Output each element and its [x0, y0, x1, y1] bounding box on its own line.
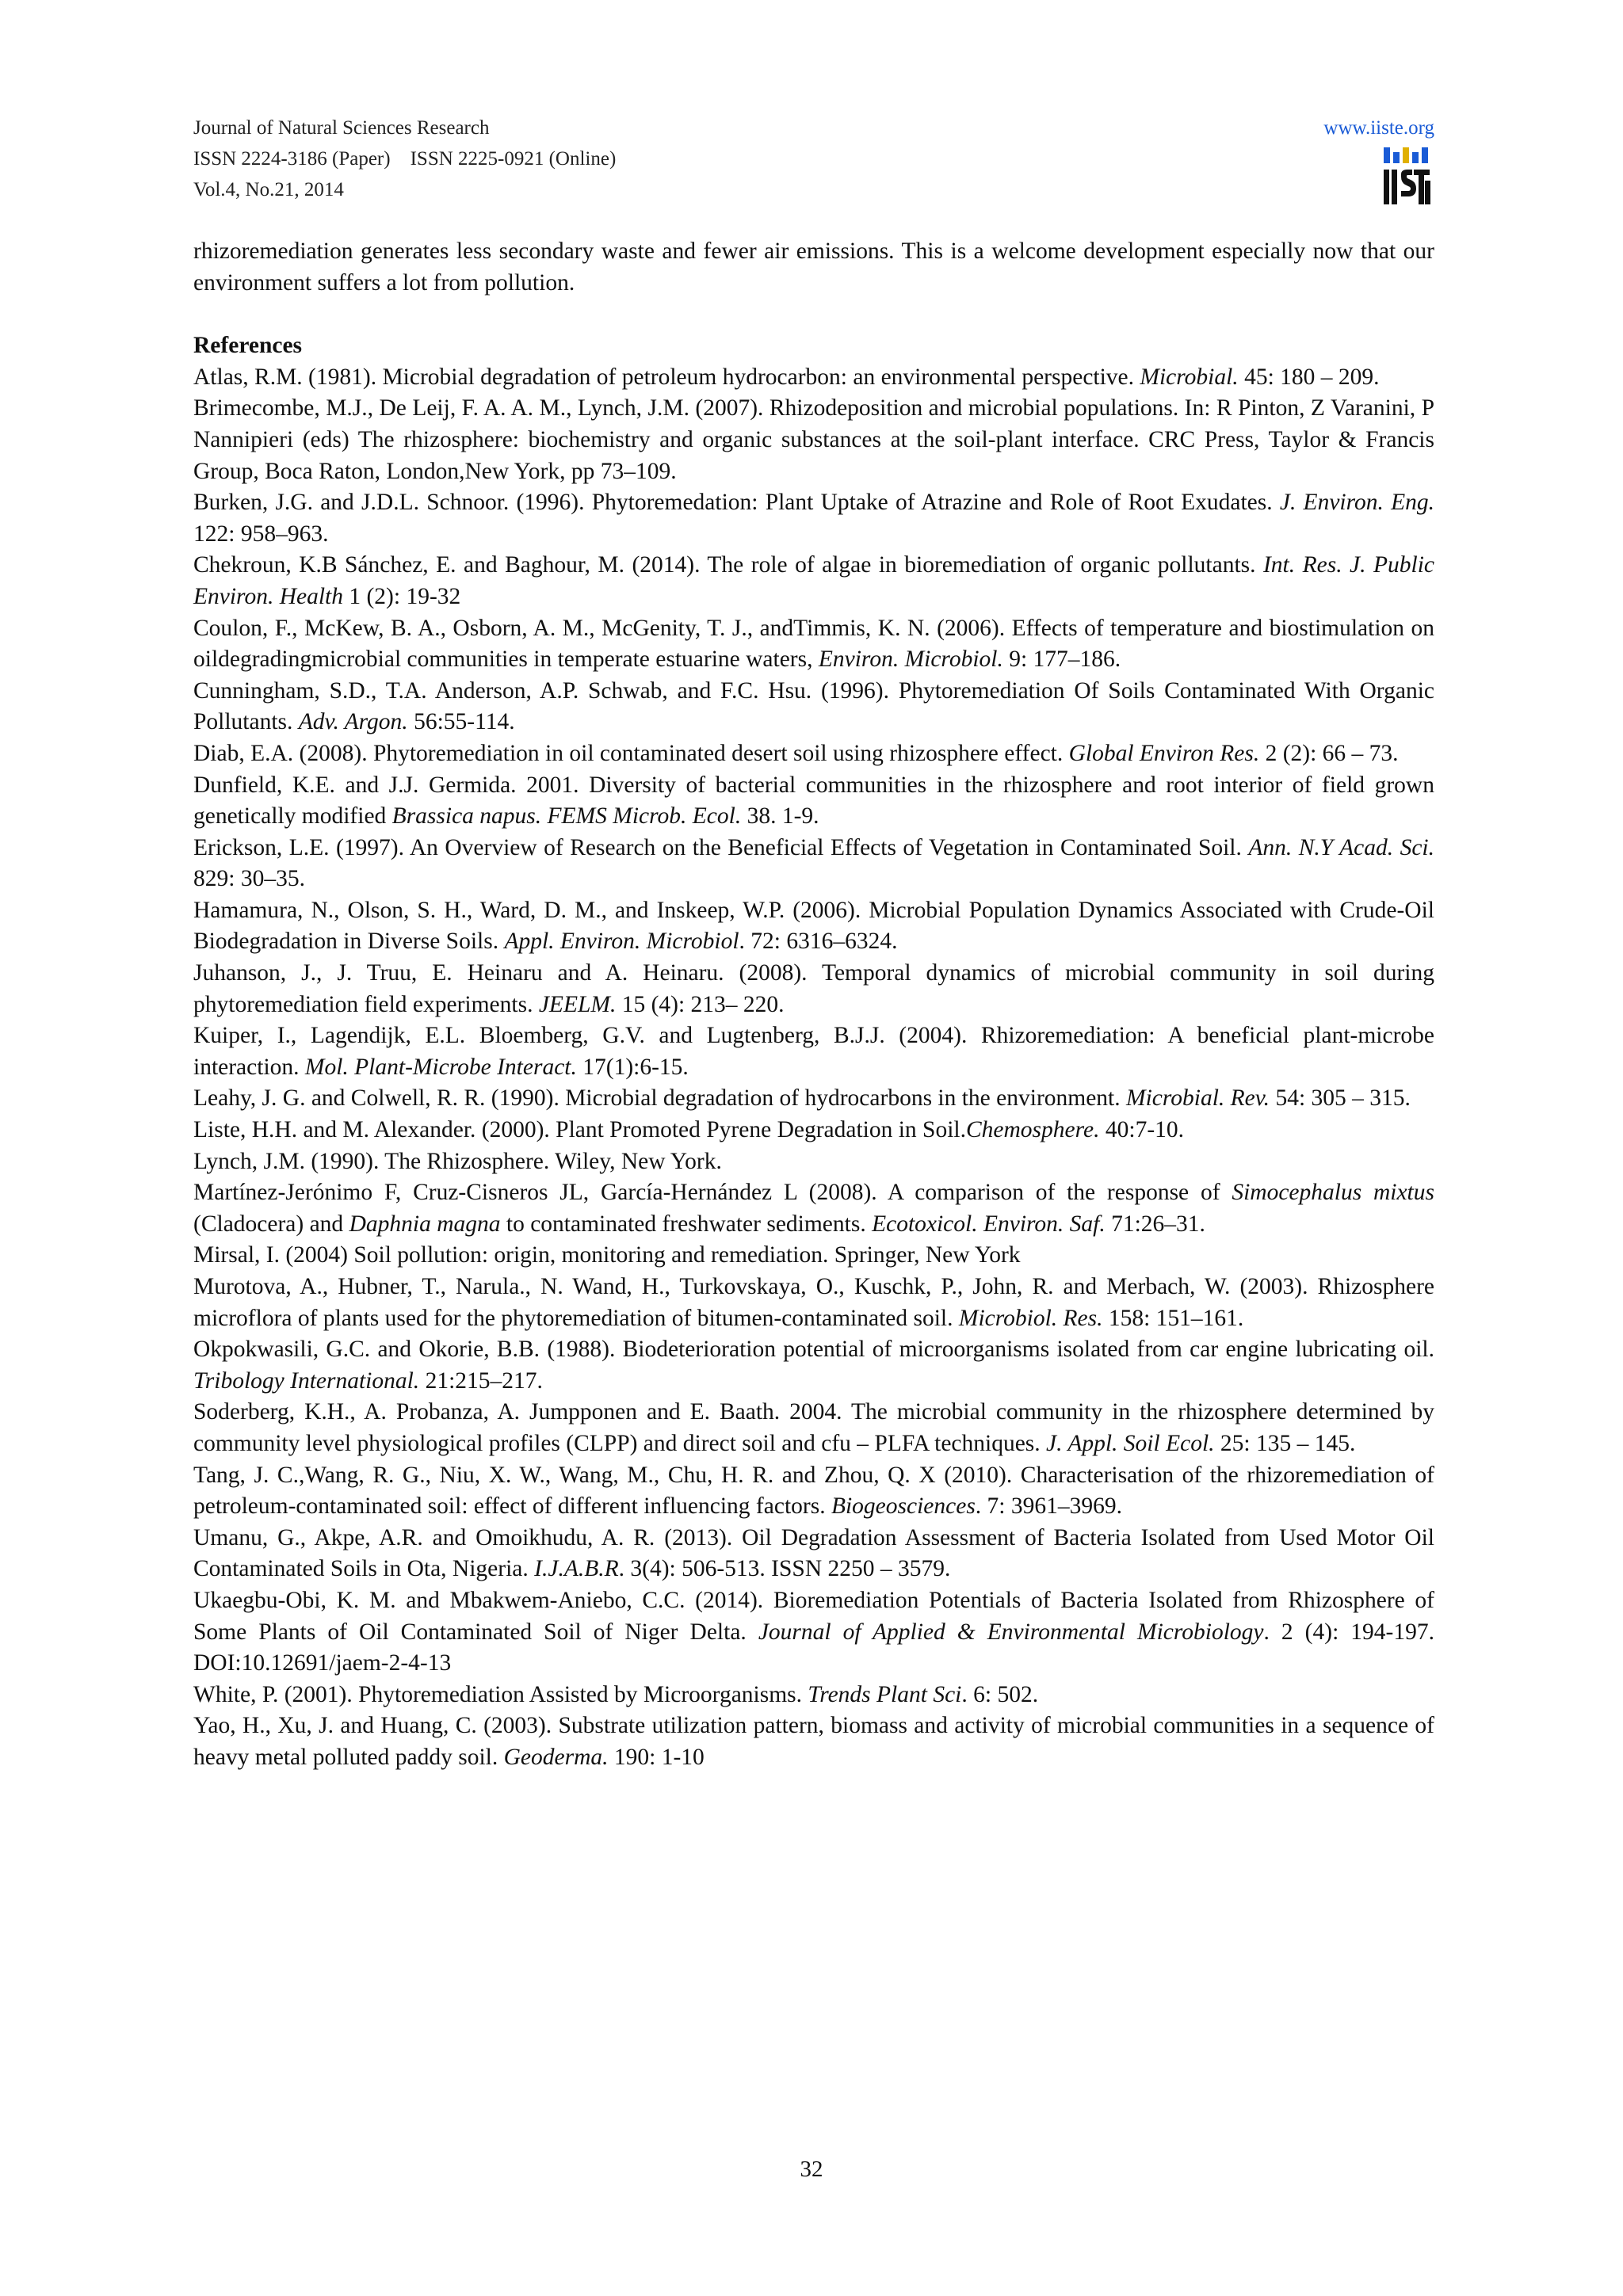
- reference-italic-segment: J. Environ. Eng.: [1279, 490, 1434, 516]
- reference-entry: [193, 1272, 1434, 1334]
- reference-text-segment: Diab, E.A. (2008). Phytoremediation in oil contaminated desert soil using rhizosphere effect.: [193, 740, 1069, 766]
- reference-text-segment: Juhanson, J., J. Truu, E. Heinaru and A. Heinaru. (2008). Temporal dynamics of microbial community in soil during phytoremediation field experiments.: [193, 960, 1434, 1017]
- reference-italic-segment: Int. Res. J. Public Environ. Health: [193, 552, 1434, 609]
- reference-italic-segment: Simocephalus mixtus: [1232, 1180, 1434, 1206]
- reference-entry: [193, 1083, 1434, 1115]
- reference-italic-segment: Ecotoxicol. Environ. Saf.: [872, 1211, 1106, 1237]
- reference-italic-segment: Microbiol. Res.: [958, 1305, 1103, 1331]
- reference-text-segment: Umanu, G., Akpe, A.R. and Omoikhudu, A. R. (2013). Oil Degradation Assessment of Bacteria Isolated from Used Motor Oil Contaminated Soils in Ota, Nigeria.: [193, 1524, 1434, 1582]
- reference-entry: [193, 1397, 1434, 1459]
- reference-text-segment: 9: 177–186.: [1002, 646, 1121, 673]
- reference-italic-segment: Microbial. Rev.: [1126, 1085, 1270, 1112]
- reference-entry: [193, 1334, 1434, 1397]
- reference-entry: [193, 1146, 1434, 1178]
- reference-text-segment: . 3(4): 506-513. ISSN 2250 – 3579.: [618, 1556, 951, 1582]
- reference-entry: [193, 958, 1434, 1020]
- reference-text-segment: Yao, H., Xu, J. and Huang, C. (2003). Substrate utilization pattern, biomass and activity of microbial communities in a sequence of heavy metal polluted paddy soil.: [193, 1713, 1434, 1770]
- reference-text-segment: Liste, H.H. and M. Alexander. (2000). Plant Promoted Pyrene Degradation in Soil.: [193, 1117, 966, 1143]
- reference-entry: [193, 613, 1434, 676]
- reference-italic-segment: Trends Plant Sci: [808, 1681, 962, 1707]
- reference-italic-segment: I.J.A.B.R: [534, 1556, 619, 1582]
- reference-text-segment: Atlas, R.M. (1981). Microbial degradation of petroleum hydrocarbon: an environmental perspective.: [193, 364, 1140, 390]
- reference-entry: [193, 738, 1434, 770]
- article-body: [193, 236, 1434, 1774]
- reference-text-segment: 21:215–217.: [419, 1367, 543, 1394]
- reference-text-segment: Okpokwasili, G.C. and Okorie, B.B. (1988). Biodeterioration potential of microorganisms isolated from car engine lubricating oil.: [193, 1337, 1434, 1363]
- reference-italic-segment: Tribology International.: [193, 1367, 420, 1394]
- reference-entry: [193, 1523, 1434, 1585]
- reference-entry: [193, 393, 1434, 487]
- iiste-logo: [1382, 146, 1431, 208]
- reference-entry: [193, 1711, 1434, 1773]
- reference-text-segment: . 7: 3961–3969.: [975, 1493, 1122, 1520]
- reference-entry: [193, 550, 1434, 612]
- reference-entry: [193, 1115, 1434, 1146]
- issn-line: ISSN 2224-3186 (Paper) ISSN 2225-0921 (Online): [193, 148, 617, 170]
- reference-italic-segment: Adv. Argon.: [298, 709, 408, 735]
- volume-line: Vol.4, No.21, 2014: [193, 179, 344, 200]
- reference-text-segment: 2 (2): 66 – 73.: [1259, 740, 1399, 766]
- reference-list: [193, 362, 1434, 1774]
- reference-entry: [193, 833, 1434, 895]
- reference-text-segment: Cunningham, S.D., T.A. Anderson, A.P. Schwab, and F.C. Hsu. (1996). Phytoremediation Of Soils Contaminated With Organic Pollutants.: [193, 677, 1434, 735]
- website-link[interactable]: www.iiste.org: [1323, 117, 1434, 139]
- reference-text-segment: (Cladocera) and: [193, 1211, 349, 1237]
- reference-text-segment: Soderberg, K.H., A. Probanza, A. Jumpponen and E. Baath. 2004. The microbial community in the rhizosphere determined by community level physiological profiles (CLPP) and direct soil and cfu – PLFA techniques.: [193, 1399, 1434, 1456]
- reference-text-segment: . 72: 6316–6324.: [739, 929, 898, 955]
- reference-text-segment: 38. 1-9.: [741, 803, 819, 830]
- reference-italic-segment: Mol. Plant-Microbe Interact.: [304, 1054, 577, 1080]
- reference-text-segment: Chekroun, K.B Sánchez, E. and Baghour, M. (2014). The role of algae in bioremediation of organic pollutants.: [193, 552, 1263, 578]
- reference-text-segment: to contaminated freshwater sediments.: [500, 1211, 873, 1237]
- reference-text-segment: Hamamura, N., Olson, S. H., Ward, D. M., and Inskeep, W.P. (2006). Microbial Population Dynamics Associated with Crude-Oil Biodegradation in Diverse Soils.: [193, 897, 1434, 955]
- reference-text-segment: 71:26–31.: [1105, 1211, 1205, 1237]
- reference-text-segment: Coulon, F., McKew, B. A., Osborn, A. M., McGenity, T. J., andTimmis, K. N. (2006). Effects of temperature and biostimulation on oildegradingmicrobial communities in temperate estuarine waters,: [193, 615, 1434, 673]
- reference-text-segment: 158: 151–161.: [1102, 1305, 1244, 1331]
- reference-text-segment: Lynch, J.M. (1990). The Rhizosphere. Wiley, New York.: [193, 1148, 722, 1174]
- reference-italic-segment: Journal of Applied & Environmental Microbiology: [758, 1619, 1264, 1645]
- reference-italic-segment: Microbial.: [1140, 364, 1239, 390]
- reference-text-segment: 17(1):6-15.: [576, 1054, 689, 1080]
- reference-text-segment: 122: 958–963.: [193, 521, 329, 547]
- reference-italic-segment: Biogeosciences: [831, 1493, 976, 1520]
- reference-text-segment: 45: 180 – 209.: [1238, 364, 1380, 390]
- reference-entry: [193, 1585, 1434, 1680]
- reference-entry: [193, 1680, 1434, 1711]
- reference-italic-segment: Geoderma.: [503, 1744, 609, 1770]
- reference-entry: [193, 1460, 1434, 1523]
- reference-italic-segment: JEELM.: [538, 991, 617, 1017]
- reference-text-segment: 1 (2): 19-32: [342, 583, 461, 609]
- reference-entry: [193, 895, 1434, 958]
- reference-text-segment: Leahy, J. G. and Colwell, R. R. (1990). Microbial degradation of hydrocarbons in the environment.: [193, 1085, 1127, 1112]
- reference-entry: [193, 362, 1434, 394]
- reference-text-segment: White, P. (2001). Phytoremediation Assisted by Microorganisms.: [193, 1681, 808, 1707]
- reference-text-segment: Mirsal, I. (2004) Soil pollution: origin, monitoring and remediation. Springer, New York: [193, 1242, 1021, 1268]
- reference-text-segment: 15 (4): 213– 220.: [616, 991, 785, 1017]
- reference-entry: [193, 676, 1434, 738]
- reference-entry: [193, 1240, 1434, 1272]
- page-number: 32: [800, 2157, 823, 2182]
- reference-text-segment: 54: 305 – 315.: [1270, 1085, 1411, 1112]
- reference-text-segment: Kuiper, I., Lagendijk, E.L. Bloemberg, G.V. and Lugtenberg, B.J.J. (2004). Rhizoremediation: A beneficial plant-microbe interaction.: [193, 1023, 1434, 1080]
- reference-text-segment: 190: 1-10: [608, 1744, 705, 1770]
- reference-italic-segment: Brassica napus. FEMS Microb. Ecol.: [391, 803, 742, 830]
- reference-text-segment: Tang, J. C.,Wang, R. G., Niu, X. W., Wang, M., Chu, H. R. and Zhou, Q. X (2010). Characterisation of the rhizoremediation of petroleum-contaminated soil: effect of different influencing factors.: [193, 1462, 1434, 1520]
- reference-text-segment: Martínez-Jerónimo F, Cruz-Cisneros JL, García-Hernández L (2008). A comparison of the response of: [193, 1180, 1232, 1206]
- journal-name: Journal of Natural Sciences Research: [193, 117, 490, 139]
- reference-text-segment: 56:55-114.: [407, 709, 515, 735]
- reference-text-segment: Erickson, L.E. (1997). An Overview of Research on the Beneficial Effects of Vegetation in Contaminated Soil.: [193, 834, 1249, 860]
- reference-text-segment: 40:7-10.: [1099, 1117, 1185, 1143]
- reference-entry: [193, 770, 1434, 833]
- reference-text-segment: 829: 30–35.: [193, 866, 305, 892]
- reference-text-segment: Murotova, A., Hubner, T., Narula., N. Wand, H., Turkovskaya, O., Kuschk, P., John, R. and Merbach, W. (2003). Rhizosphere microflora of plants used for the phytoremediation of bitumen-contaminated soil.: [193, 1274, 1434, 1331]
- reference-text-segment: . 6: 502.: [961, 1681, 1039, 1707]
- references-heading: References: [193, 333, 303, 359]
- intro-paragraph: rhizoremediation generates less secondary waste and fewer air emissions. This is a welcome development especially now that our environment suffers a lot from pollution.: [193, 238, 1434, 296]
- reference-entry: [193, 487, 1434, 550]
- reference-entry: [193, 1177, 1434, 1240]
- reference-text-segment: Brimecombe, M.J., De Leij, F. A. A. M., Lynch, J.M. (2007). Rhizodeposition and microbial populations. In: R Pinton, Z Varanini, P Nannipieri (eds) The rhizosphere: biochemistry and organic substances at the soil-plant interface. CRC Press, Taylor & Francis Group, Boca Raton, London,New York, pp 73–109.: [193, 395, 1434, 484]
- page-header: [193, 113, 1434, 208]
- reference-text-segment: Burken, J.G. and J.D.L. Schnoor. (1996). Phytoremedation: Plant Uptake of Atrazine and Role of Root Exudates.: [193, 490, 1280, 516]
- reference-italic-segment: Environ. Microbiol.: [818, 646, 1003, 673]
- reference-text-segment: Ukaegbu-Obi, K. M. and Mbakwem-Aniebo, C.C. (2014). Bioremediation Potentials of Bacteria Isolated from Rhizosphere of Some Plants of Oil Contaminated Soil of Niger Delta.: [193, 1587, 1434, 1645]
- reference-text-segment: . 2 (4): 194-197. DOI:10.12691/jaem-2-4-13: [193, 1619, 1434, 1676]
- reference-entry: [193, 1020, 1434, 1083]
- reference-italic-segment: Appl. Environ. Microbiol: [504, 929, 739, 955]
- reference-italic-segment: Daphnia magna: [349, 1211, 501, 1237]
- reference-italic-segment: Global Environ Res.: [1068, 740, 1260, 766]
- reference-italic-segment: Ann. N.Y Acad. Sci.: [1248, 834, 1434, 860]
- reference-italic-segment: J. Appl. Soil Ecol.: [1046, 1430, 1215, 1456]
- reference-text-segment: Dunfield, K.E. and J.J. Germida. 2001. Diversity of bacterial communities in the rhizosphere and root interior of field grown genetically modified: [193, 772, 1434, 830]
- reference-text-segment: 25: 135 – 145.: [1214, 1430, 1356, 1456]
- reference-italic-segment: Chemosphere.: [965, 1117, 1100, 1143]
